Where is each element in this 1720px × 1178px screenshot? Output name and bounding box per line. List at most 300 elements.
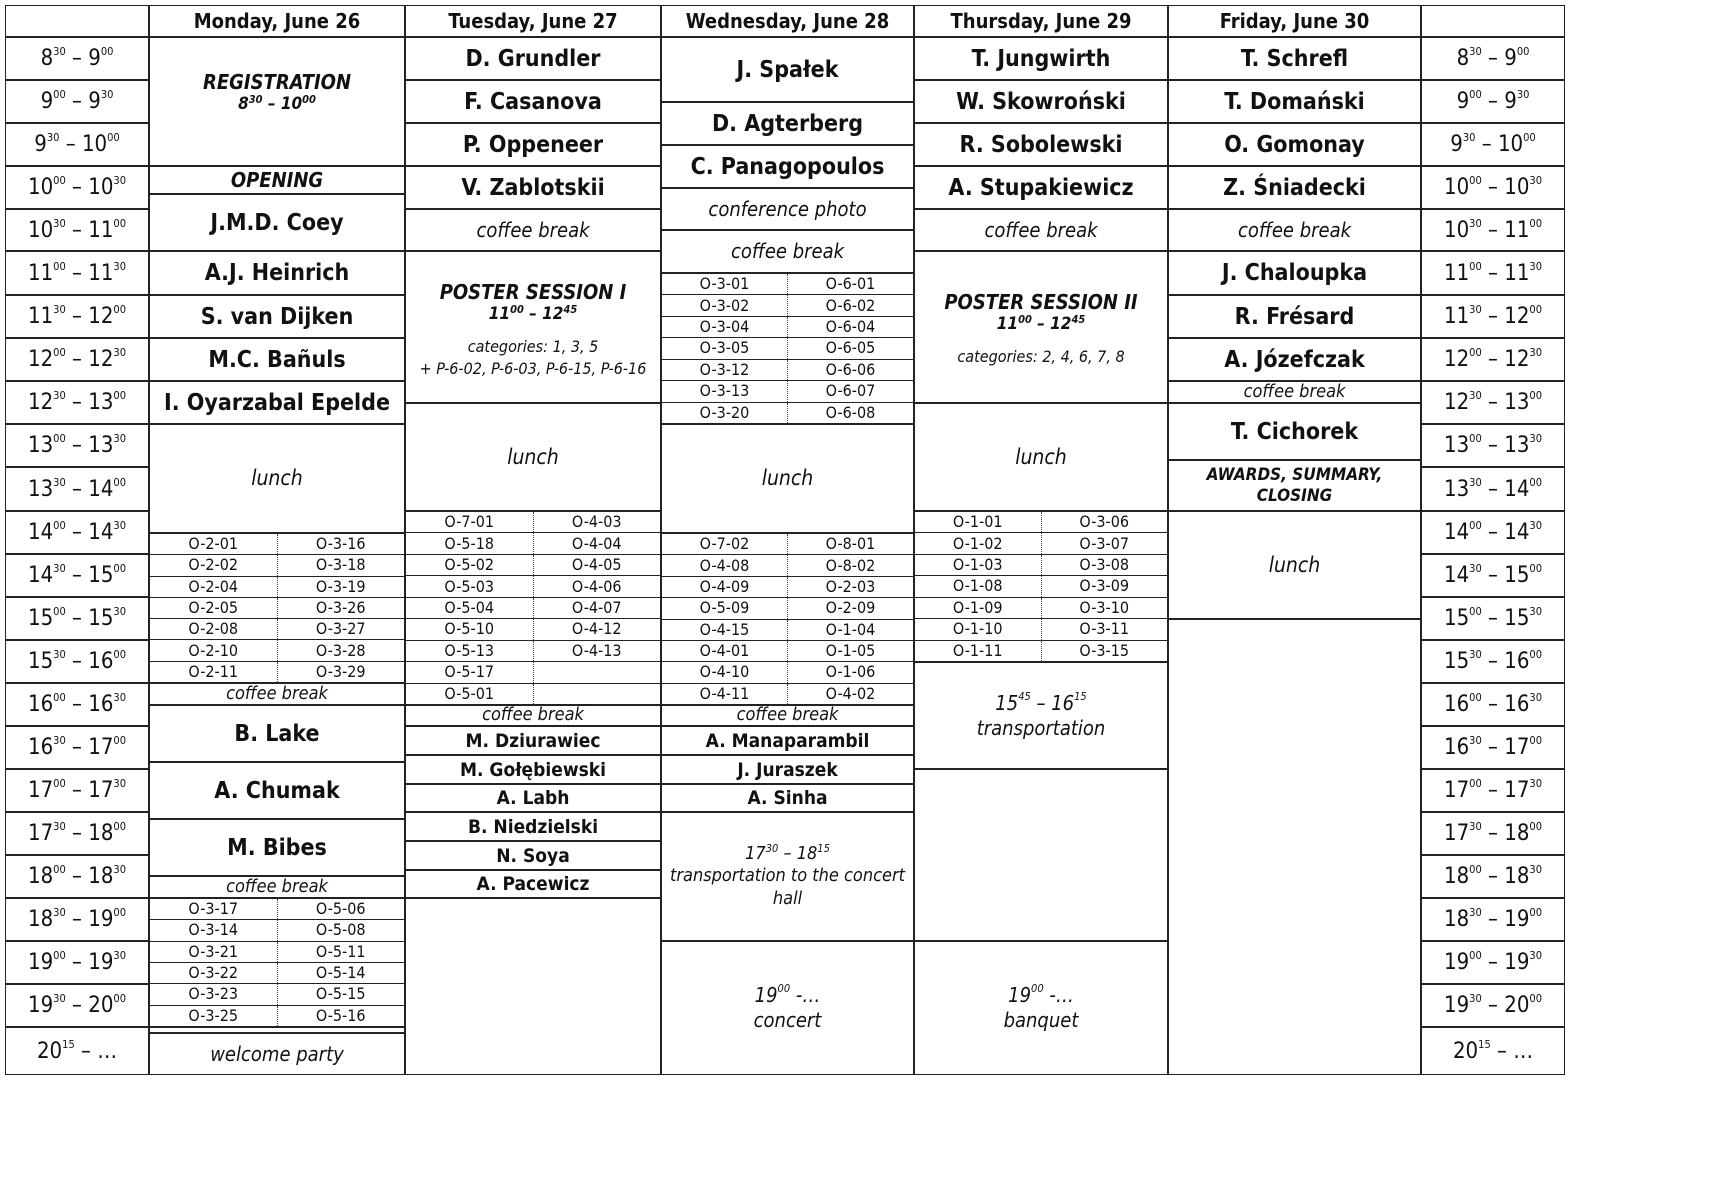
talk-grundler: D. Grundler xyxy=(405,37,661,80)
coffee-break-friday-1: coffee break xyxy=(1168,209,1421,251)
oral-code-right: O-5-14 xyxy=(277,963,405,983)
talk-labh: A. Labh xyxy=(405,784,661,812)
oral-code-right: O-6-06 xyxy=(787,360,913,380)
schedule-grid xyxy=(5,5,1710,1175)
time-slot-left xyxy=(5,726,149,769)
oral-code-right: O-3-19 xyxy=(277,577,405,597)
oral-code-row xyxy=(150,920,404,941)
oral-code-left: O-5-02 xyxy=(444,555,495,575)
talk-sobolewski: R. Sobolewski xyxy=(914,123,1168,166)
oral-code-right: O-2-03 xyxy=(787,577,913,597)
time-label: $11^{30} - 12^{00}$ xyxy=(1443,303,1543,329)
time-slot-left xyxy=(5,812,149,855)
oral-code-row xyxy=(915,598,1167,619)
oral-code-left: O-5-18 xyxy=(444,533,495,553)
oral-code-right: O-1-06 xyxy=(787,662,913,682)
talk-van-dijken: S. van Dijken xyxy=(149,295,405,338)
time-label: $12^{30} - 13^{00}$ xyxy=(27,389,127,415)
oral-code-row xyxy=(662,274,913,295)
oral-code-left: O-2-10 xyxy=(188,640,239,660)
oral-code-right: O-3-18 xyxy=(277,555,405,575)
time-label: $15^{00} - 15^{30}$ xyxy=(27,605,127,631)
oral-code-row xyxy=(150,942,404,963)
time-slot-left xyxy=(5,251,149,295)
concert-label: concert xyxy=(753,1008,822,1032)
talk-oppeneer: P. Oppeneer xyxy=(405,123,661,166)
oral-code-right: O-5-08 xyxy=(277,920,405,940)
oral-code-left: O-3-12 xyxy=(699,359,750,379)
time-label: $9^{00} - 9^{30}$ xyxy=(1456,88,1530,114)
oral-code-left: O-1-09 xyxy=(952,597,1003,617)
oral-code-row xyxy=(406,619,660,640)
poster-session-1-title: POSTER SESSION I xyxy=(439,280,627,304)
oral-code-left: O-3-02 xyxy=(699,295,750,315)
talk-chaloupka: J. Chaloupka xyxy=(1168,251,1421,295)
day-header-thursday: Thursday, June 29 xyxy=(914,5,1168,37)
coffee-break-tuesday-2: coffee break xyxy=(405,705,661,726)
time-slot-right xyxy=(1421,80,1565,123)
time-label: $19^{30} - 20^{00}$ xyxy=(27,992,127,1018)
day-header-monday: Monday, June 26 xyxy=(149,5,405,37)
transport-concert-hall xyxy=(661,812,914,941)
oral-code-row xyxy=(915,512,1167,533)
time-slot-left xyxy=(5,209,149,251)
oral-code-left: O-2-05 xyxy=(188,597,239,617)
oral-code-left: O-5-17 xyxy=(444,662,495,682)
transportation-thursday-time: $15^{45} - 16^{15}$ xyxy=(995,689,1087,715)
oral-code-right xyxy=(533,684,661,704)
oral-code-left: O-2-11 xyxy=(188,661,239,681)
oral-code-row xyxy=(406,684,660,704)
oral-code-right: O-3-29 xyxy=(277,662,405,682)
oral-code-right: O-4-03 xyxy=(533,512,661,532)
time-slot-right xyxy=(1421,984,1565,1027)
oral-code-left: O-5-10 xyxy=(444,619,495,639)
time-label: $16^{00} - 16^{30}$ xyxy=(27,691,127,717)
time-slot-right xyxy=(1421,37,1565,80)
time-label: $11^{00} - 11^{30}$ xyxy=(1443,259,1543,286)
oral-code-right: O-6-02 xyxy=(787,295,913,315)
coffee-break-wednesday-1: coffee break xyxy=(661,230,914,273)
lunch-tuesday: lunch xyxy=(405,403,661,511)
talk-domanski: T. Domański xyxy=(1168,80,1421,123)
banquet-time: $19^{00}$ -… xyxy=(1008,982,1074,1007)
time-slot-right xyxy=(1421,295,1565,338)
time-slot-right xyxy=(1421,683,1565,726)
talk-gomonay: O. Gomonay xyxy=(1168,123,1421,166)
awards-summary-closing: AWARDS, SUMMARY, CLOSING xyxy=(1168,460,1421,511)
oral-code-left: O-5-09 xyxy=(699,598,750,618)
oral-code-row xyxy=(150,598,404,619)
oral-code-row xyxy=(662,662,913,683)
oral-code-row xyxy=(406,641,660,662)
time-slot-left xyxy=(5,123,149,166)
oral-code-right: O-6-01 xyxy=(787,274,913,294)
time-label: $18^{30} - 19^{00}$ xyxy=(27,906,127,932)
time-label: $15^{30} - 16^{00}$ xyxy=(27,648,127,674)
talk-sinha: A. Sinha xyxy=(661,784,914,812)
transport-concert-text: transportation to the concert hall xyxy=(670,865,905,909)
oral-code-left: O-3-14 xyxy=(188,920,239,940)
lunch-friday: lunch xyxy=(1168,511,1421,619)
oral-codes-wednesday-2 xyxy=(661,533,914,705)
poster-session-1-time: $11^{00} - 12^{45}$ xyxy=(488,303,578,324)
time-slot-left xyxy=(5,338,149,381)
time-label: $13^{00} - 13^{30}$ xyxy=(1443,432,1543,458)
oral-code-right: O-6-05 xyxy=(787,338,913,358)
oral-code-row xyxy=(662,620,913,641)
time-label: $9^{30} - 10^{00}$ xyxy=(1450,131,1536,157)
oral-code-row xyxy=(662,381,913,402)
time-slot-right xyxy=(1421,123,1565,166)
oral-code-right: O-4-12 xyxy=(533,619,661,639)
time-slot-right xyxy=(1421,424,1565,467)
time-label: $18^{00} - 18^{30}$ xyxy=(27,863,127,889)
oral-code-left: O-1-02 xyxy=(952,533,1003,553)
oral-code-row xyxy=(150,984,404,1005)
oral-code-row xyxy=(406,576,660,597)
time-label: $9^{00} - 9^{30}$ xyxy=(40,88,114,114)
oral-code-left: O-3-23 xyxy=(188,984,239,1004)
talk-spalek: J. Spałek xyxy=(661,37,914,102)
lunch-monday: lunch xyxy=(149,424,405,533)
oral-code-left: O-5-03 xyxy=(444,576,495,596)
talk-lake: B. Lake xyxy=(149,705,405,762)
oral-code-right: O-4-06 xyxy=(533,576,661,596)
oral-code-row xyxy=(150,963,404,984)
oral-code-row xyxy=(406,533,660,554)
oral-code-right: O-3-28 xyxy=(277,640,405,660)
concert-time: $19^{00}$ -… xyxy=(754,982,821,1007)
oral-code-right: O-5-11 xyxy=(277,942,405,962)
time-label: $10^{00} - 10^{30}$ xyxy=(27,174,127,200)
time-slot-right xyxy=(1421,769,1565,812)
oral-code-row xyxy=(915,641,1167,661)
transportation-thursday-label: transportation xyxy=(976,715,1106,740)
banquet-block xyxy=(914,941,1168,1075)
time-label: $14^{30} - 15^{00}$ xyxy=(27,562,127,588)
oral-code-right: O-4-13 xyxy=(533,641,661,661)
coffee-break-tuesday-1: coffee break xyxy=(405,209,661,251)
coffee-break-monday-1: coffee break xyxy=(149,683,405,705)
oral-code-row xyxy=(662,555,913,576)
oral-codes-monday-1 xyxy=(149,533,405,683)
talk-heinrich: A.J. Heinrich xyxy=(149,251,405,295)
time-label: $17^{00} - 17^{30}$ xyxy=(27,777,127,803)
oral-code-left: O-3-17 xyxy=(188,899,239,919)
oral-code-row xyxy=(662,684,913,704)
oral-code-right: O-5-06 xyxy=(277,899,405,919)
time-slot-left xyxy=(5,37,149,80)
time-label: $17^{00} - 17^{30}$ xyxy=(1443,777,1543,803)
talk-agterberg: D. Agterberg xyxy=(661,102,914,145)
oral-codes-tuesday xyxy=(405,511,661,705)
time-slot-right xyxy=(1421,726,1565,769)
time-label: $17^{30} - 18^{00}$ xyxy=(1443,820,1543,846)
talk-fresard: R. Frésard xyxy=(1168,295,1421,338)
time-slot-left xyxy=(5,898,149,941)
oral-code-left: O-2-01 xyxy=(188,534,239,554)
lunch-thursday: lunch xyxy=(914,403,1168,511)
talk-juraszek: J. Juraszek xyxy=(661,755,914,784)
concert-block xyxy=(661,941,914,1075)
oral-code-left: O-3-05 xyxy=(699,338,750,358)
oral-code-right: O-3-15 xyxy=(1041,641,1168,661)
time-slot-left xyxy=(5,467,149,511)
oral-code-left: O-3-13 xyxy=(699,381,750,401)
oral-code-left: O-1-10 xyxy=(952,619,1003,639)
oral-code-row xyxy=(406,598,660,619)
talk-bibes: M. Bibes xyxy=(149,819,405,876)
oral-code-right: O-6-08 xyxy=(787,403,913,423)
talk-pacewicz: A. Pacewicz xyxy=(405,870,661,898)
time-label: $16^{30} - 17^{00}$ xyxy=(27,734,127,760)
oral-code-right: O-3-08 xyxy=(1041,555,1168,575)
time-slot-left xyxy=(5,597,149,640)
poster-session-2-time: $11^{00} - 12^{45}$ xyxy=(996,313,1086,334)
time-label: $20^{15}$ – … xyxy=(1452,1037,1534,1064)
time-label: $11^{30} - 12^{00}$ xyxy=(27,303,127,329)
oral-code-left: O-3-21 xyxy=(188,941,239,961)
oral-code-row xyxy=(150,619,404,640)
oral-code-row xyxy=(662,598,913,619)
oral-code-right: O-4-04 xyxy=(533,533,661,553)
talk-zablotskii: V. Zablotskii xyxy=(405,166,661,209)
time-slot-left xyxy=(5,769,149,812)
time-slot-right xyxy=(1421,467,1565,511)
oral-code-left: O-3-01 xyxy=(699,274,750,294)
oral-code-row xyxy=(662,641,913,662)
oral-code-left: O-7-02 xyxy=(699,534,750,554)
talk-schrefl: T. Schrefl xyxy=(1168,37,1421,80)
time-label: $15^{30} - 16^{00}$ xyxy=(1443,648,1543,674)
time-label: $8^{30} - 9^{00}$ xyxy=(40,45,114,71)
oral-code-right: O-1-04 xyxy=(787,620,913,640)
time-slot-left xyxy=(5,683,149,726)
time-slot-right xyxy=(1421,554,1565,597)
day-header-friday: Friday, June 30 xyxy=(1168,5,1421,37)
oral-code-right: O-4-05 xyxy=(533,555,661,575)
oral-code-left: O-4-11 xyxy=(699,683,750,703)
time-slot-left xyxy=(5,166,149,209)
registration-label: REGISTRATION xyxy=(202,70,352,94)
time-slot-right xyxy=(1421,640,1565,683)
day-header-wednesday: Wednesday, June 28 xyxy=(661,5,914,37)
oral-code-right: O-8-02 xyxy=(787,555,913,575)
oral-code-right: O-3-07 xyxy=(1041,533,1168,553)
time-slot-left xyxy=(5,1027,149,1075)
time-slot-right xyxy=(1421,597,1565,640)
time-label: $13^{00} - 13^{30}$ xyxy=(27,432,127,458)
banquet-label: banquet xyxy=(1003,1008,1079,1032)
time-label: $12^{30} - 13^{00}$ xyxy=(1443,389,1543,415)
oral-code-row xyxy=(150,534,404,555)
time-label: $17^{30} - 18^{00}$ xyxy=(27,820,127,846)
poster-session-2-categories: categories: 2, 4, 6, 7, 8 xyxy=(957,347,1125,367)
time-slot-left xyxy=(5,80,149,123)
oral-code-right: O-3-11 xyxy=(1041,619,1168,639)
header-corner-right xyxy=(1421,5,1565,37)
time-label: $10^{30} - 11^{00}$ xyxy=(27,216,127,243)
oral-code-left: O-3-22 xyxy=(188,963,239,983)
oral-code-left: O-2-04 xyxy=(188,576,239,596)
oral-code-right: O-5-15 xyxy=(277,984,405,1004)
time-label: $19^{00} - 19^{30}$ xyxy=(1443,949,1543,975)
oral-codes-thursday xyxy=(914,511,1168,662)
time-slot-right xyxy=(1421,511,1565,554)
oral-codes-wednesday-1 xyxy=(661,273,914,424)
oral-code-left: O-4-01 xyxy=(699,641,750,661)
oral-code-row xyxy=(662,534,913,555)
day-header-tuesday: Tuesday, June 27 xyxy=(405,5,661,37)
oral-code-row xyxy=(150,1006,404,1026)
time-label: $18^{00} - 18^{30}$ xyxy=(1443,863,1543,889)
talk-banuls: M.C. Bañuls xyxy=(149,338,405,381)
oral-code-left: O-3-04 xyxy=(699,317,750,337)
oral-code-right: O-6-07 xyxy=(787,381,913,401)
oral-code-right: O-4-07 xyxy=(533,598,661,618)
talk-skowronski: W. Skowroński xyxy=(914,80,1168,123)
oral-code-left: O-4-10 xyxy=(699,662,750,682)
oral-code-left: O-4-09 xyxy=(699,576,750,596)
time-slot-right xyxy=(1421,1027,1565,1075)
coffee-break-wednesday-2: coffee break xyxy=(661,705,914,726)
time-label: $14^{00} - 14^{30}$ xyxy=(1443,519,1543,545)
time-slot-right xyxy=(1421,338,1565,381)
oral-code-left: O-1-08 xyxy=(952,576,1003,596)
time-label: $20^{15}$ – … xyxy=(36,1037,118,1064)
oral-code-left: O-5-01 xyxy=(444,683,495,703)
time-label: $19^{00} - 19^{30}$ xyxy=(27,949,127,975)
time-label: $14^{30} - 15^{00}$ xyxy=(1443,562,1543,588)
registration-time: $8^{30} - 10^{00}$ xyxy=(238,93,316,114)
time-slot-right xyxy=(1421,166,1565,209)
time-slot-left xyxy=(5,554,149,597)
oral-code-row xyxy=(406,512,660,533)
oral-code-right: O-1-05 xyxy=(787,641,913,661)
coffee-break-thursday-1: coffee break xyxy=(914,209,1168,251)
time-label: $18^{30} - 19^{00}$ xyxy=(1443,906,1543,932)
transport-concert-time: $17^{30} - 18^{15}$ xyxy=(745,841,830,864)
time-slot-right xyxy=(1421,855,1565,898)
poster-session-2-title: POSTER SESSION II xyxy=(944,290,1138,314)
oral-code-left: O-3-25 xyxy=(188,1005,239,1025)
oral-code-row xyxy=(406,555,660,576)
time-label: $12^{00} - 12^{30}$ xyxy=(27,346,127,372)
talk-manaparambil: A. Manaparambil xyxy=(661,726,914,755)
time-slot-left xyxy=(5,640,149,683)
thursday-empty-evening xyxy=(914,769,1168,941)
time-slot-left xyxy=(5,511,149,554)
time-label: $14^{00} - 14^{30}$ xyxy=(27,519,127,545)
time-label: $13^{30} - 14^{00}$ xyxy=(1443,475,1543,502)
oral-code-right: O-3-06 xyxy=(1041,512,1168,532)
time-slot-left xyxy=(5,941,149,984)
talk-panagopoulos: C. Panagopoulos xyxy=(661,145,914,188)
oral-code-row xyxy=(915,555,1167,576)
oral-code-right: O-4-02 xyxy=(787,684,913,704)
coffee-break-friday-2: coffee break xyxy=(1168,381,1421,403)
oral-code-right: O-3-26 xyxy=(277,598,405,618)
poster-session-1 xyxy=(405,251,661,403)
oral-code-right: O-3-10 xyxy=(1041,598,1168,618)
talk-dziurawiec: M. Dziurawiec xyxy=(405,726,661,755)
talk-casanova: F. Casanova xyxy=(405,80,661,123)
registration-block xyxy=(149,37,405,166)
time-label: $19^{30} - 20^{00}$ xyxy=(1443,992,1543,1018)
time-slot-right xyxy=(1421,381,1565,424)
time-slot-right xyxy=(1421,812,1565,855)
time-label: $10^{30} - 11^{00}$ xyxy=(1443,216,1543,243)
talk-cichorek: T. Cichorek xyxy=(1168,403,1421,460)
talk-jozefczak: A. Józefczak xyxy=(1168,338,1421,381)
oral-code-left: O-1-11 xyxy=(952,640,1003,660)
talk-chumak: A. Chumak xyxy=(149,762,405,819)
oral-code-right: O-2-09 xyxy=(787,598,913,618)
oral-code-left: O-4-15 xyxy=(699,619,750,639)
oral-code-right: O-6-04 xyxy=(787,317,913,337)
oral-code-row xyxy=(915,533,1167,554)
oral-code-left: O-5-04 xyxy=(444,597,495,617)
poster-session-2 xyxy=(914,251,1168,403)
oral-codes-monday-2 xyxy=(149,898,405,1027)
time-label: $16^{30} - 17^{00}$ xyxy=(1443,734,1543,760)
oral-code-row xyxy=(915,619,1167,640)
poster-session-1-categories: categories: 1, 3, 5 + P-6-02, P-6-03, P-6-15, P-6-16 xyxy=(419,337,647,378)
talk-jungwirth: T. Jungwirth xyxy=(914,37,1168,80)
time-slot-right xyxy=(1421,898,1565,941)
time-slot-right xyxy=(1421,209,1565,251)
talk-soya: N. Soya xyxy=(405,841,661,870)
opening-block: OPENING xyxy=(149,166,405,194)
oral-code-left: O-5-13 xyxy=(444,640,495,660)
oral-code-left: O-4-08 xyxy=(699,555,750,575)
talk-golebiewski: M. Gołębiewski xyxy=(405,755,661,784)
time-label: $11^{00} - 11^{30}$ xyxy=(27,259,127,286)
oral-code-right: O-5-16 xyxy=(277,1006,405,1026)
time-slot-left xyxy=(5,381,149,424)
oral-code-row xyxy=(662,403,913,423)
oral-code-row xyxy=(406,662,660,683)
oral-code-row xyxy=(150,640,404,661)
oral-code-row xyxy=(662,317,913,338)
talk-oyarzabal-epelde: I. Oyarzabal Epelde xyxy=(149,381,405,424)
coffee-break-monday-2: coffee break xyxy=(149,876,405,898)
oral-code-row xyxy=(150,899,404,920)
oral-code-right: O-3-09 xyxy=(1041,576,1168,596)
tuesday-empty-evening xyxy=(405,898,661,1075)
talk-niedzielski: B. Niedzielski xyxy=(405,812,661,841)
oral-code-left: O-3-20 xyxy=(699,402,750,422)
time-slot-left xyxy=(5,424,149,467)
oral-code-left: O-2-08 xyxy=(188,619,239,639)
friday-empty-afternoon xyxy=(1168,619,1421,1075)
time-slot-right xyxy=(1421,251,1565,295)
oral-code-row xyxy=(915,576,1167,597)
talk-coey: J.M.D. Coey xyxy=(149,194,405,251)
welcome-party: welcome party xyxy=(149,1033,405,1075)
oral-code-row xyxy=(662,577,913,598)
oral-code-row xyxy=(150,662,404,682)
transportation-thursday xyxy=(914,662,1168,769)
oral-code-right: O-3-27 xyxy=(277,619,405,639)
time-slot-left xyxy=(5,855,149,898)
time-slot-left xyxy=(5,295,149,338)
conference-photo: conference photo xyxy=(661,188,914,230)
talk-sniadecki: Z. Śniadecki xyxy=(1168,166,1421,209)
oral-code-row xyxy=(662,360,913,381)
oral-code-right xyxy=(533,662,661,682)
